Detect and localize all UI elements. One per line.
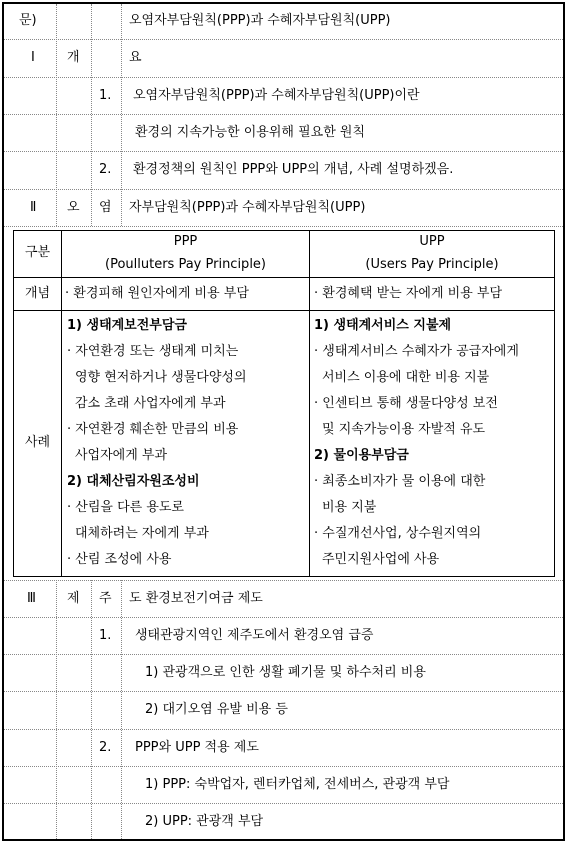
- ppp-case-line: 감소 초래 사업자에게 부과: [75, 396, 226, 411]
- column-divider: [56, 580, 57, 839]
- row-divider: [4, 803, 563, 804]
- item-text: 오염자부담원칙(PPP)과 수혜자부담원칙(UPP)이란: [133, 88, 420, 103]
- question-marker: 문): [19, 13, 37, 28]
- column-divider: [121, 4, 122, 226]
- section-heading-rest: 자부담원칙(PPP)과 수혜자부담원칙(UPP): [129, 200, 366, 215]
- section-number: Ⅱ: [30, 200, 37, 215]
- section-heading-rest: 요: [129, 50, 142, 65]
- section-number: Ⅲ: [27, 591, 36, 606]
- table-rule: [14, 310, 554, 311]
- row-divider: [4, 189, 563, 190]
- row-divider: [4, 580, 563, 581]
- upp-case-line: 비용 지불: [322, 500, 377, 515]
- ppp-case-line: · 산림 조성에 사용: [67, 552, 172, 567]
- ppp-case-line: 사업자에게 부과: [75, 448, 168, 463]
- row-divider: [4, 151, 563, 152]
- concept-label: 개념: [24, 286, 51, 301]
- upp-case-line: · 생태계서비스 수혜자가 공급자에게: [314, 344, 519, 359]
- table-rule: [14, 277, 554, 278]
- concept-ppp: · 환경피해 원인자에게 비용 부담: [65, 286, 249, 301]
- row-divider: [4, 226, 563, 227]
- section-heading-char: 제: [67, 591, 80, 606]
- row-divider: [4, 654, 563, 655]
- upp-case-line: · 최종소비자가 물 이용에 대한: [314, 474, 486, 489]
- table-rule: [309, 231, 310, 576]
- upp-subtitle: (Users Pay Principle): [365, 257, 499, 272]
- sub-item-text: 1) 관광객으로 인한 생활 폐기물 및 하수처리 비용: [145, 665, 426, 680]
- table-rule: [61, 231, 62, 576]
- section-heading-char: 오: [67, 200, 80, 215]
- item-number: 2.: [99, 740, 112, 755]
- row-divider: [4, 729, 563, 730]
- upp-case-line: · 인센티브 통해 생물다양성 보전: [314, 396, 498, 411]
- upp-case-line: 주민지원사업에 사용: [322, 552, 440, 567]
- upp-title: UPP: [419, 234, 445, 249]
- row-divider: [4, 77, 563, 78]
- ppp-subtitle: (Poulluters Pay Principle): [105, 257, 266, 272]
- upp-case-heading: 1) 생태계서비스 지불제: [314, 318, 452, 333]
- ppp-case-heading: 2) 대체산림자원조성비: [67, 474, 200, 489]
- item-number: 2.: [99, 162, 112, 177]
- ppp-case-line: 대체하려는 자에게 부과: [75, 526, 209, 541]
- item-text: 환경정책의 원칙인 PPP와 UPP의 개념, 사례 설명하겠음.: [133, 162, 454, 177]
- row-divider: [4, 39, 563, 40]
- ppp-case-line: · 자연환경 또는 생태계 미치는: [67, 344, 239, 359]
- column-divider: [91, 4, 92, 226]
- row-divider: [4, 617, 563, 618]
- section-number: Ⅰ: [31, 50, 35, 65]
- header-label: 구분: [24, 245, 51, 260]
- ppp-title: PPP: [173, 234, 198, 249]
- ppp-case-line: · 산림을 다른 용도로: [67, 500, 184, 515]
- case-label: 사례: [24, 435, 51, 450]
- item-text: 생태관광지역인 제주도에서 환경오염 급증: [135, 628, 374, 643]
- ppp-case-line: · 자연환경 훼손한 만큼의 비용: [67, 422, 239, 437]
- ppp-case-heading: 1) 생태계보전부담금: [67, 318, 187, 333]
- upp-case-heading: 2) 물이용부담금: [314, 448, 409, 463]
- ppp-case-line: 영향 현저하거나 생물다양성의: [75, 370, 247, 385]
- concept-upp: · 환경혜택 받는 자에게 비용 부담: [314, 286, 503, 301]
- upp-case-line: 서비스 이용에 대한 비용 지불: [322, 370, 490, 385]
- sub-item-text: 1) PPP: 숙박업자, 렌터카업체, 전세버스, 관광객 부담: [145, 777, 450, 792]
- item-text: 환경의 지속가능한 이용위해 필요한 원칙: [135, 125, 366, 140]
- row-divider: [4, 114, 563, 115]
- upp-case-line: · 수질개선사업, 상수원지역의: [314, 526, 482, 541]
- section-heading-char: 염: [99, 200, 112, 215]
- item-number: 1.: [99, 88, 112, 103]
- row-divider: [4, 691, 563, 692]
- section-heading-char: 주: [99, 591, 112, 606]
- section-heading-char: 개: [67, 50, 80, 65]
- column-divider: [91, 580, 92, 839]
- section-heading-rest: 도 환경보전기여금 제도: [129, 591, 263, 606]
- row-divider: [4, 766, 563, 767]
- sub-item-text: 2) UPP: 관광객 부담: [145, 814, 264, 829]
- item-text: PPP와 UPP 적용 제도: [135, 740, 259, 755]
- column-divider: [56, 4, 57, 226]
- column-divider: [121, 580, 122, 839]
- comparison-table: [13, 230, 555, 577]
- question-title: 오염자부담원칙(PPP)과 수혜자부담원칙(UPP): [129, 13, 391, 28]
- upp-case-line: 및 지속가능이용 자발적 유도: [322, 422, 486, 437]
- sub-item-text: 2) 대기오염 유발 비용 등: [145, 702, 288, 717]
- item-number: 1.: [99, 628, 112, 643]
